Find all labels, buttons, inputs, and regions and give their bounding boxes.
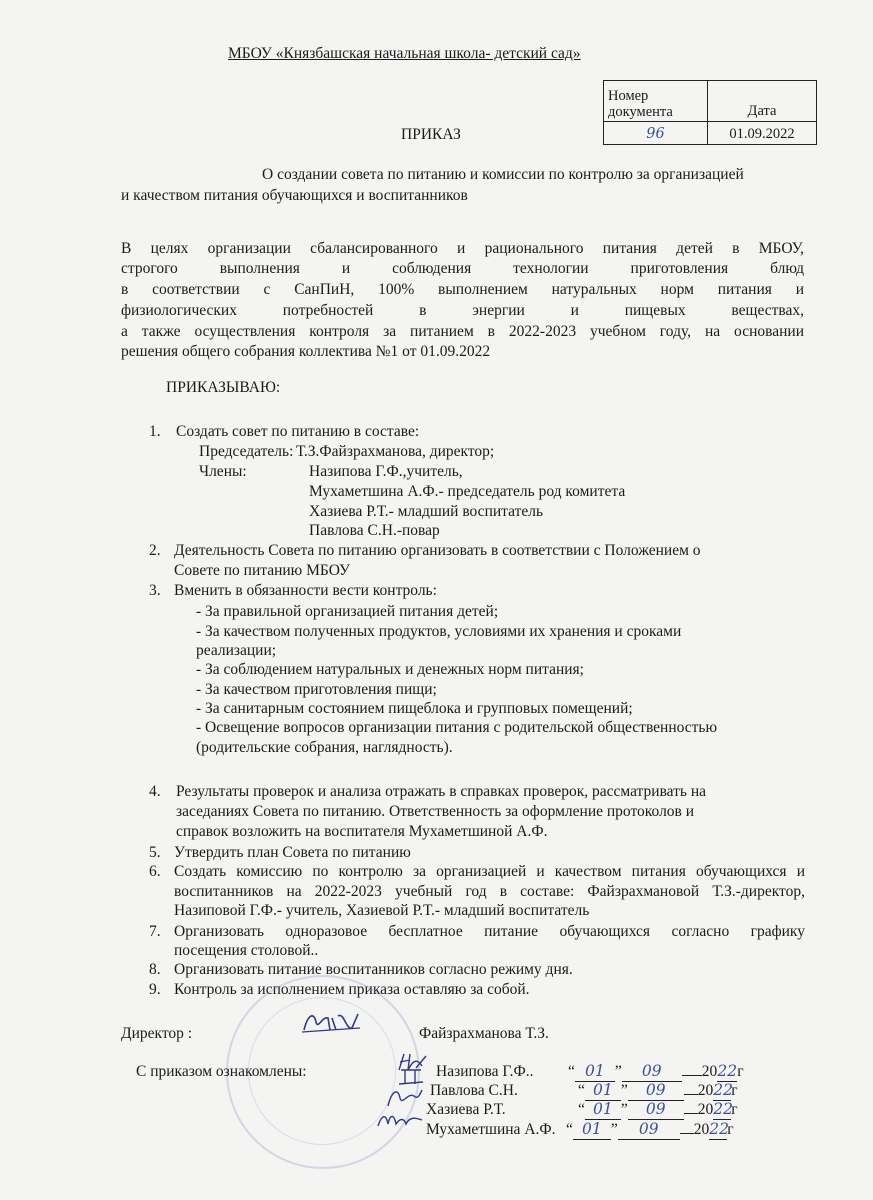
item-number: 2. [149,542,161,559]
doc-number-table [603,80,817,145]
date-year: 22 [717,1062,738,1080]
item-number: 8. [149,961,161,978]
item-text: Утвердить план Совета по питанию [174,844,411,861]
date-day: 01 [575,1062,615,1082]
member: Павлова С.Н.-повар [309,522,440,539]
item-number: 6. [149,863,161,880]
chair-name: Т.З.Файзрахманова, директор; [296,443,495,460]
duty-item: - За санитарным состоянием пищеблока и групповых помещений; [196,700,633,717]
item-text: Создать совет по питанию в составе: [176,423,420,440]
duty-item: - Освещение вопросов организации питания с родительской общественностью [196,719,718,736]
doc-number-value [604,122,708,145]
date-month: 09 [628,1081,684,1101]
item-text: Вменить в обязанности вести контроль: [174,582,437,599]
item-text: посещения столовой.. [174,942,319,959]
date-year-prefix: 20 [693,1121,710,1138]
item-text: Организовать одноразовое бесплатное питание обучающихся согласно графику [174,923,805,940]
date-year: 22 [713,1100,734,1118]
date-year-unit: г [737,1063,744,1080]
doc-title: ПРИКАЗ [401,126,461,143]
duty-item: (родительские собрания, наглядность). [196,739,453,756]
item-text: Результаты проверок и анализа отражать в справках проверок, рассматривать на [176,783,707,800]
duty-item: - За качеством приготовления пищи; [196,681,437,698]
acquainted-date: “ 01 ” 09 2022г [568,1062,744,1080]
item-text: Деятельность Совета по питанию организовать в соответствии с Положением о [174,542,701,559]
item-number: 4. [149,783,161,800]
acquainted-label: С приказом ознакомлены: [136,1063,307,1080]
duty-item: - За соблюдением натуральных и денежных норм питания; [196,661,584,678]
members-label: Члены: [199,463,247,480]
date-day: 01 [585,1081,621,1101]
member: Хазиева Р.Т.- младший воспитатель [309,503,544,520]
date-year: 22 [709,1120,730,1138]
acquainted-name: Павлова С.Н. [430,1082,518,1099]
acquainted-name: Хазиева Р.Т. [426,1101,506,1118]
date-month: 09 [628,1100,684,1120]
item-number: 5. [149,844,161,861]
member: Назипова Г.Ф.,учитель, [309,463,463,480]
date-day: 01 [585,1100,621,1120]
director-signature [300,1008,362,1038]
item-text: заседаниях Совета по питанию. Ответственность за оформление протоколов и [176,803,695,820]
director-label: Директор : [121,1025,193,1042]
subject-line-2: и качеством питания обучающихся и воспитанников [121,187,468,204]
duty-item: - За качеством полученных продуктов, условиями их хранения и сроками [196,623,682,640]
item-text: Совете по питанию МБОУ [174,562,350,579]
item-text: Организовать питание воспитанников согласно режиму дня. [174,961,573,978]
date-year-prefix: 20 [697,1082,714,1099]
preamble-line: а также осуществления контроля за питанием в 2022-2023 учебном году, на основании [121,323,804,340]
preamble-line: физиологических потребностей в энергии и пищевых веществах, [121,302,804,319]
acquainted-date: “ 01 ” 09 2022г [566,1120,734,1138]
acquainted-name: Мухаметшина А.Ф. [426,1121,556,1138]
preamble-line: строгого выполнения и соблюдения технологии приготовления блюд [121,260,804,277]
signature-mark [397,1066,425,1086]
order-word: ПРИКАЗЫВАЮ: [166,379,281,396]
duty-item: реализации; [196,642,277,659]
date-year-prefix: 20 [697,1101,714,1118]
item-text: Назиповой Г.Ф.- учитель, Хазиевой Р.Т.- младший воспитатель [174,902,590,919]
item-text: воспитанников на 2022-2023 учебный год в составе: Файзрахмановой Т.З.-директор, [174,883,805,900]
chair-label: Председатель: [199,443,294,460]
school-name: МБОУ «Князбашская начальная школа- детский сад» [228,45,581,62]
date-day: 01 [573,1120,611,1140]
date-year-unit: г [727,1121,734,1138]
preamble-line: В целях организации сбалансированного и рационального питания детей в МБОУ, [121,240,804,257]
date-year-prefix: 20 [701,1063,718,1080]
date-label: Дата [708,81,817,122]
date-month: 09 [618,1120,680,1140]
date-year: 22 [713,1081,734,1099]
member: Мухаметшина А.Ф.- председатель род комитета [309,483,626,500]
date-year-unit: г [731,1101,738,1118]
acquainted-date: “ 01 ” 09 2022г [578,1081,738,1099]
preamble-line: решения общего собрания коллектива №1 от 01.09.2022 [121,343,491,360]
date-year-unit: г [731,1082,738,1099]
item-number: 1. [149,423,161,440]
duty-item: - За правильной организацией питания детей; [196,603,499,620]
item-text: справок возложить на воспитателя Мухаметшиной А.Ф. [176,823,548,840]
doc-number-handwritten: 96 [646,126,665,142]
item-number: 9. [149,981,161,998]
item-text: Контроль за исполнением приказа оставляю за собой. [174,981,530,998]
date-month: 09 [622,1062,682,1082]
signature-mark [376,1108,426,1134]
director-name: Файзрахманова Т.З. [419,1025,549,1042]
item-number: 3. [149,582,161,599]
preamble-line: в соответствии с СанПиН, 100% выполнением натуральных норм питания и [121,281,804,298]
doc-number-label: Номер документа [604,81,708,122]
acquainted-name: Назипова Г.Ф.. [436,1063,534,1080]
acquainted-date: “ 01 ” 09 2022г [578,1100,738,1118]
doc-date-value: 01.09.2022 [708,122,817,145]
subject-line-1: О создании совета по питанию и комиссии по контролю за организацией [262,166,744,183]
signature-mark [384,1086,424,1110]
item-text: Создать комиссию по контролю за организацией и качеством питания обучающихся и [174,863,805,880]
item-number: 7. [149,923,161,940]
